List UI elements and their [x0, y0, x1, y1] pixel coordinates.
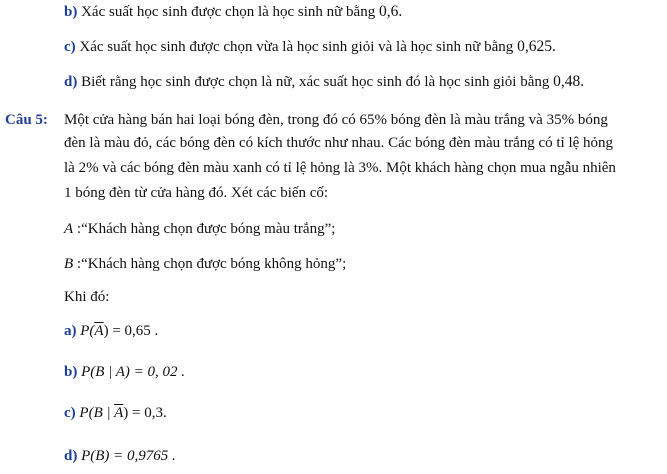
khi-do: Khi đó: [64, 289, 110, 305]
option-b [64, 362, 185, 382]
question-line-2: đèn là màu đỏ, các bóng đèn có kích thước như nhau. Các bóng đèn màu trắng có tỉ lệ hỏng [64, 135, 614, 151]
option-c-suffix: ) = 0,3. [123, 405, 167, 421]
question-line-1: Một cửa hàng bán hai loại bóng đèn, trong đó có 65% bóng đèn là màu trắng và 35% bóng [64, 112, 608, 128]
prev-item-c [64, 37, 556, 57]
option-label: a) [64, 323, 77, 339]
option-text: Xác suất học sinh được chọn là học sinh nữ bằng [81, 4, 376, 20]
option-c [64, 403, 167, 423]
option-b-expr: P(B | A) = 0, 02 . [81, 364, 186, 380]
option-label: b) [64, 364, 78, 380]
prev-item-d [64, 72, 584, 92]
prev-item-b [64, 2, 402, 22]
question-label: Câu 5: [5, 112, 48, 128]
option-c-prefix: P(B | [79, 405, 115, 421]
option-d [64, 446, 176, 466]
option-text: Xác suất học sinh được chọn vừa là học sinh giỏi và là học sinh nữ bằng [79, 39, 514, 55]
event-b [64, 254, 346, 274]
option-label: b) [64, 4, 78, 20]
option-label: c) [64, 405, 76, 421]
option-a-var: $\overline{A}$ [94, 323, 104, 339]
option-value: 0,625. [517, 38, 556, 55]
option-d-expr: P(B) = 0,9765 . [81, 448, 176, 464]
event-a-text: :“Khách hàng chọn được bóng màu trắng”; [76, 221, 336, 237]
event-a-var: A [64, 221, 74, 237]
question-line-3: là 2% và các bóng đèn màu xanh có tỉ lệ hỏng là 3%. Một khách hàng chọn mua ngẫu nhiên [64, 160, 616, 176]
option-value: 0,6. [378, 3, 403, 20]
option-c-var: $\overline{A}$ [114, 405, 124, 421]
event-a [64, 219, 335, 239]
option-label: c) [64, 39, 76, 55]
event-b-var: B [64, 256, 74, 272]
option-text: Biết rằng học sinh được chọn là nữ, xác suất học sinh đó là học sinh giỏi bằng [81, 74, 550, 90]
option-label: d) [64, 448, 78, 464]
option-label: d) [64, 74, 78, 90]
option-a [64, 321, 158, 341]
option-a-suffix: ) = 0,65 . [103, 323, 159, 339]
question-line-4: 1 bóng đèn từ cửa hàng đó. Xét các biến cố: [64, 185, 329, 201]
option-a-prefix: P( [80, 323, 95, 339]
event-b-text: :“Khách hàng chọn được bóng không hỏng”; [76, 256, 347, 272]
option-value: 0,48. [553, 73, 585, 90]
